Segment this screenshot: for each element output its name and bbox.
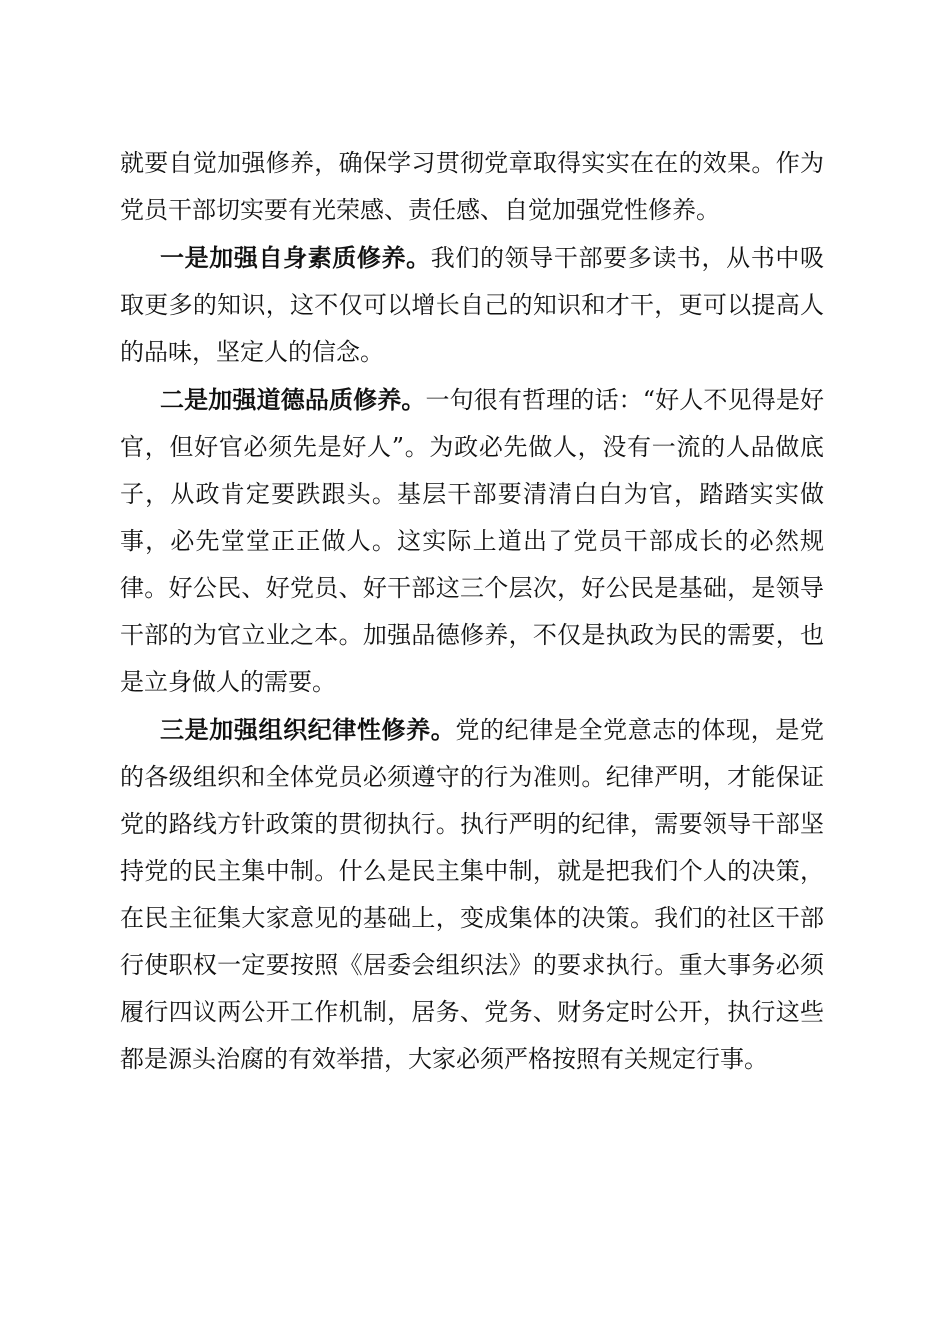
paragraph-discipline <box>120 706 824 1083</box>
paragraph-text: 党的纪律是全党意志的体现，是党的各级组织和全体党员必须遵守的行为准则。纪律严明，才能保证党的路线方针政策的贯彻执行。执行严明的纪律，需要领导干部坚持党的民主集中制。什么是民主集中制，就是把我们个人的决策，在民主征集大家意见的基础上，变成集体的决策。我们的社区干部行使职权一定要按照《居委会组织法》的要求执行。重大事务必须履行四议两公开工作机制，居务、党务、财务定时公开，执行这些都是源头治腐的有效举措，大家必须严格按照有关规定行事。 <box>120 716 825 1073</box>
paragraph-self-quality <box>120 234 824 376</box>
paragraph-lead: 一是加强自身素质修养。 <box>160 243 431 272</box>
intro-paragraph: 就要自觉加强修养，确保学习贯彻党章取得实实在在的效果。作为党员干部切实要有光荣感、责任感、自觉加强党性修养。 <box>120 149 824 224</box>
document-body <box>120 140 824 1083</box>
paragraph-lead: 三是加强组织纪律性修养。 <box>160 715 456 744</box>
paragraph-text: 我们的领导干部要多读书，从书中吸取更多的知识，这不仅可以增长自己的知识和才干，更可以提高人的品味，坚定人的信念。 <box>120 244 825 366</box>
paragraph-lead: 二是加强道德品质修养。 <box>160 385 426 414</box>
paragraph-moral-quality <box>120 376 824 706</box>
paragraph-text: 一句很有哲理的话：“好人不见得是好官，但好官必须先是好人”。为政必先做人，没有一流的人品做底子，从政肯定要跌跟头。基层干部要清清白白为官，踏踏实实做事，必先堂堂正正做人。这实际上道出了党员干部成长的必然规律。好公民、好党员、好干部这三个层次，好公民是基础，是领导干部的为官立业之本。加强品德修养，不仅是执政为民的需要，也是立身做人的需要。 <box>120 386 824 696</box>
